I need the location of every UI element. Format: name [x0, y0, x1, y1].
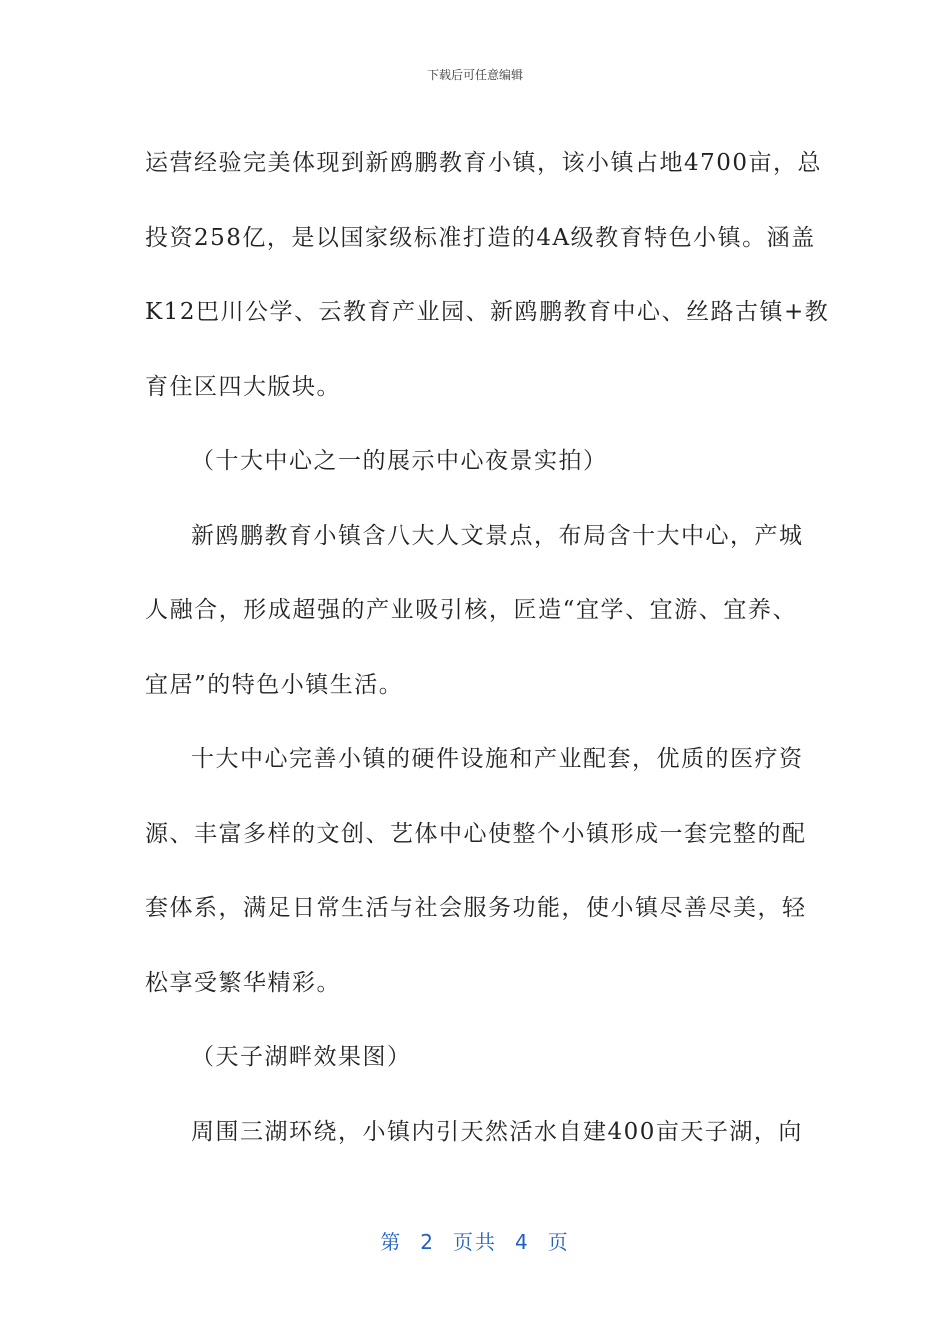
page-number-footer	[0, 1226, 950, 1255]
page-header: 下载后可任意编辑	[426, 68, 523, 82]
paragraph-line: 周围三湖环绕，小镇内引天然活水自建400亩天子湖，向	[191, 1118, 803, 1145]
paragraph-line: 十大中心完善小镇的硬件设施和产业配套，优质的医疗资	[191, 746, 804, 772]
paragraph-line: 人融合，形成超强的产业吸引核，匠造“宜学、宜游、宜养、	[145, 597, 797, 623]
paragraph-line: 运营经验完美体现到新鸥鹏教育小镇，该小镇占地4700亩，总	[145, 150, 823, 176]
paragraph-line: 源、丰富多样的文创、艺体中心使整个小镇形成一套完整的配	[145, 820, 807, 847]
paragraph-line: 套体系，满足日常生活与社会服务功能，使小镇尽善尽美，轻	[145, 895, 807, 921]
paragraph-line: 新鸥鹏教育小镇含八大人文景点，布局含十大中心，产城	[191, 522, 804, 549]
total-pages-number: 4	[515, 1230, 530, 1254]
paragraph-line: K12巴川公学、云教育产业园、新鸥鹏教育中心、丝路古镇+教	[145, 299, 830, 325]
paragraph-line: 宜居”的特色小镇生活。	[145, 671, 404, 698]
image-caption: （天子湖畔效果图）	[191, 1044, 412, 1070]
paragraph-line: 松享受繁华精彩。	[145, 969, 341, 996]
document-body	[145, 126, 830, 1169]
current-page-number: 2	[420, 1230, 435, 1254]
page-suffix: 页	[547, 1230, 570, 1254]
paragraph-line: 投资258亿，是以国家级标准打造的4A级教育特色小镇。涵盖	[145, 224, 816, 251]
page-prefix: 第	[380, 1230, 403, 1254]
paragraph-line: 育住区四大版块。	[145, 373, 341, 400]
image-caption: （十大中心之一的展示中心夜景实拍）	[191, 448, 608, 474]
page-middle-text: 页共	[453, 1230, 497, 1254]
